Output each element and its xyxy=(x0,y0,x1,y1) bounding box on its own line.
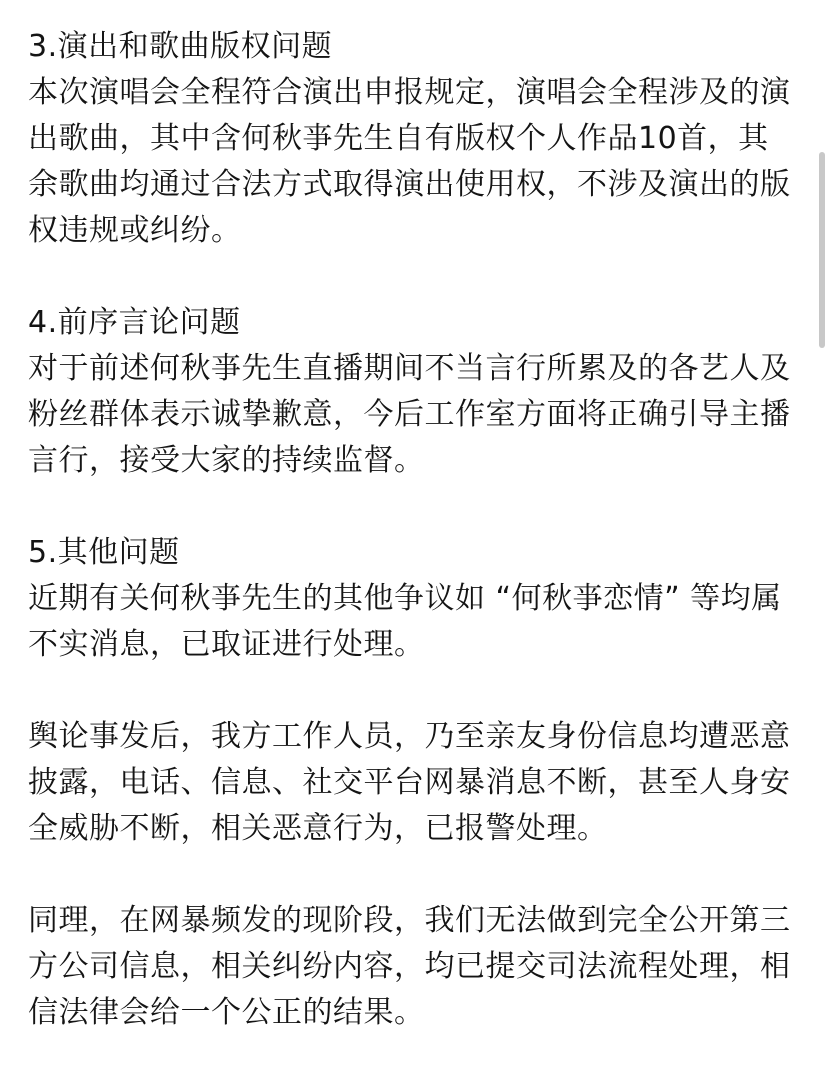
paragraph-text: 舆论事发后，我方工作人员，乃至亲友身份信息均遭恶意披露，电话、信息、社交平台网暴消息不断，甚至人身安全威胁不断，相关恶意行为，已报警处理。 xyxy=(28,719,791,846)
paragraph-legal-process xyxy=(28,898,798,1036)
section-body: 近期有关何秋亊先生的其他争议如 “何秋亊恋情” 等均属不实消息，已取证进行处理。 xyxy=(28,581,782,662)
section-heading: 5.其他问题 xyxy=(28,535,180,570)
section-body: 本次演唱会全程符合演出申报规定，演唱会全程涉及的演出歌曲，其中含何秋亊先生自有版权个人作品10首，其余歌曲均通过合法方式取得演出使用权，不涉及演出的版权违规或纠纷。 xyxy=(28,75,791,248)
section-prior-remarks xyxy=(28,300,798,484)
section-body: 对于前述何秋亊先生直播期间不当言行所累及的各艺人及粉丝群体表示诚挚歉意，今后工作室方面将正确引导主播言行，接受大家的持续监督。 xyxy=(28,351,791,478)
paragraph-cyberbullying xyxy=(28,714,798,852)
section-heading: 4.前序言论问题 xyxy=(28,305,241,340)
paragraph-text: 同理，在网暴频发的现阶段，我们无法做到完全公开第三方公司信息，相关纠纷内容，均已提交司法流程处理，相信法律会给一个公正的结果。 xyxy=(28,903,791,1030)
vertical-scrollbar[interactable] xyxy=(819,152,825,348)
section-heading: 3.演出和歌曲版权问题 xyxy=(28,29,333,64)
section-performance-copyright xyxy=(28,24,798,254)
statement-article xyxy=(28,24,798,1082)
section-other-issues xyxy=(28,530,798,668)
